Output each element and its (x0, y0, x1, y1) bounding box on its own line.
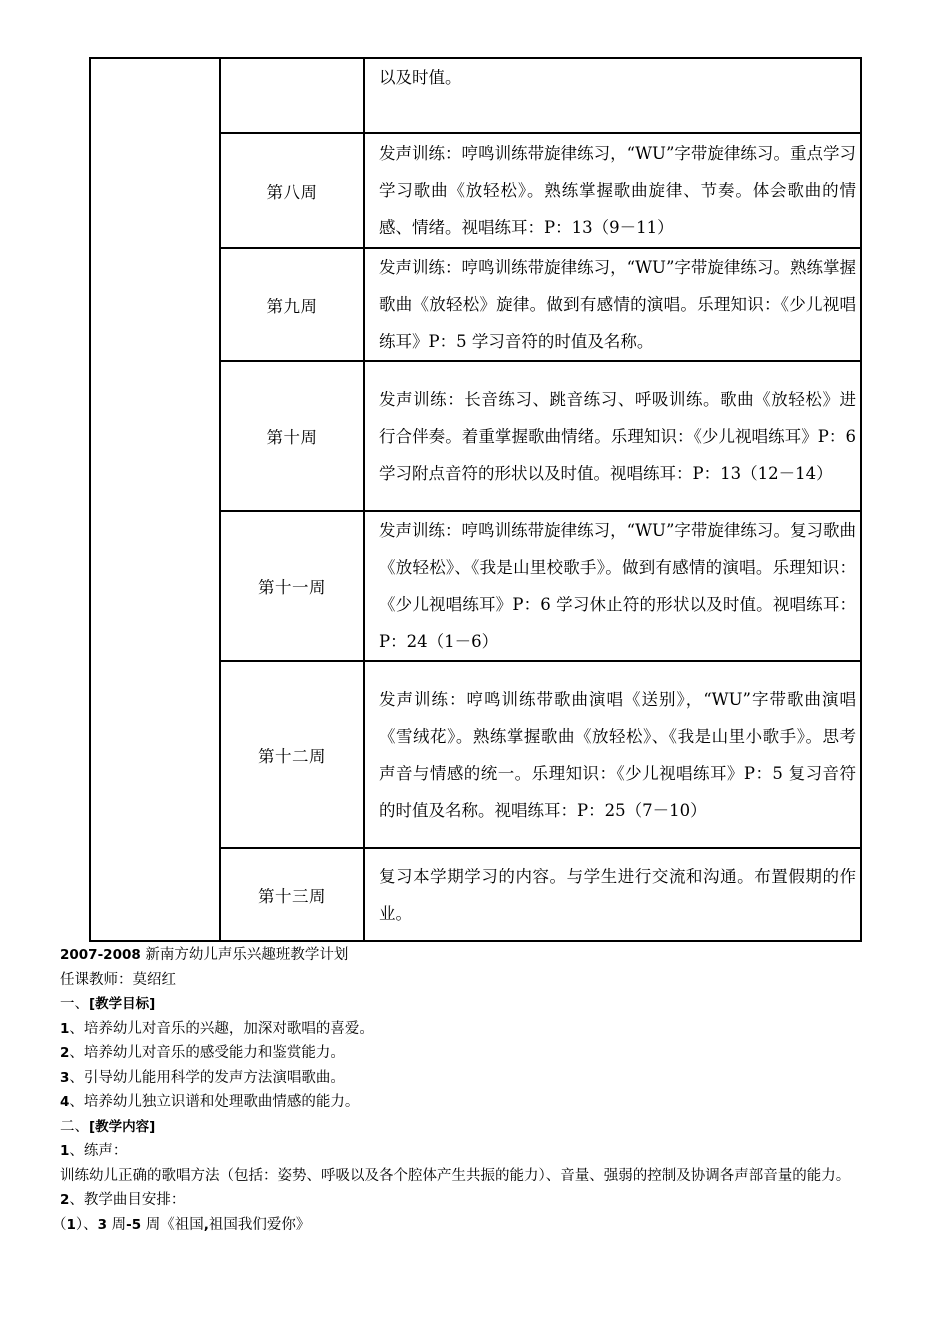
content-cell: 以及时值。 (364, 58, 861, 133)
content-cell: 发声训练：哼鸣训练带歌曲演唱《送别》，“WU”字带歌曲演唱《雪绒花》。熟练掌握歌曲《放轻松》、《我是山里小歌手》。思考声音与情感的统一。乐理知识：《少儿视唱练耳》P：5 复习音符的时值及名称。视唱练耳：P：25（7－10） (364, 661, 861, 848)
week-cell: 第九周 (220, 248, 364, 361)
title-year: 2007-2008 (60, 947, 141, 963)
term-cell (90, 58, 220, 941)
content-cell: 发声训练：哼鸣训练带旋律练习，“WU”字带旋律练习。重点学习学习歌曲《放轻松》。熟练掌握歌曲旋律、节奏。体会歌曲的情感、情绪。视唱练耳：P：13（9－11） (364, 133, 861, 248)
content-item-songs: 2、教学曲目安排： (60, 1192, 186, 1208)
vocal-training-body: 训练幼儿正确的歌唱方法（包括：姿势、呼吸以及各个腔体产生共振的能力）、音量、强弱的控制及协调各声部音量的能力。 (60, 1167, 851, 1184)
section-heading-content: 二、[教学内容] (60, 1118, 156, 1135)
goal-item: 3、引导幼儿能用科学的发声方法演唱歌曲。 (60, 1069, 345, 1086)
content-cell: 复习本学期学习的内容。与学生进行交流和沟通。布置假期的作业。 (364, 848, 861, 941)
week-cell: 第十二周 (220, 661, 364, 848)
week-cell: 第八周 (220, 133, 364, 248)
content-cell: 发声训练：长音练习、跳音练习、呼吸训练。歌曲《放轻松》进行合伴奏。着重掌握歌曲情绪。乐理知识：《少儿视唱练耳》P：6 学习附点音符的形状以及时值。视唱练耳：P：13（12－14） (364, 361, 861, 511)
content-item-vocal: 1、练声： (60, 1143, 128, 1159)
teacher-line: 任课教师：莫绍红 (60, 971, 176, 988)
goal-item: 4、培养幼儿独立识谱和处理歌曲情感的能力。 (60, 1094, 360, 1110)
title-text: 新南方幼儿声乐兴趣班教学计划 (140, 947, 349, 963)
plan-text (52, 943, 910, 1237)
table-row (90, 58, 861, 133)
weekly-plan-table (89, 57, 862, 942)
content-cell: 发声训练：哼鸣训练带旋律练习，“WU”字带旋律练习。复习歌曲《放轻松》、《我是山里校歌手》。做到有感情的演唱。乐理知识：《少儿视唱练耳》P：6 学习休止符的形状以及时值。视唱练耳：P：24（1－6） (364, 511, 861, 661)
section-heading-goals: 一、[教学目标] (60, 996, 156, 1012)
week-cell: 第十一周 (220, 511, 364, 661)
plan-title (60, 943, 910, 968)
song-schedule-item: （1）、3 周-5 周《祖国,祖国我们爱你》 (52, 1216, 311, 1233)
week-cell (220, 58, 364, 133)
goal-item: 1、培养幼儿对音乐的兴趣，加深对歌唱的喜爱。 (60, 1020, 374, 1037)
goal-item: 2、培养幼儿对音乐的感受能力和鉴赏能力。 (60, 1045, 345, 1061)
week-cell: 第十周 (220, 361, 364, 511)
content-cell: 发声训练：哼鸣训练带旋律练习，“WU”字带旋律练习。熟练掌握歌曲《放轻松》旋律。做到有感情的演唱。乐理知识：《少儿视唱练耳》P：5 学习音符的时值及名称。 (364, 248, 861, 361)
week-cell: 第十三周 (220, 848, 364, 941)
